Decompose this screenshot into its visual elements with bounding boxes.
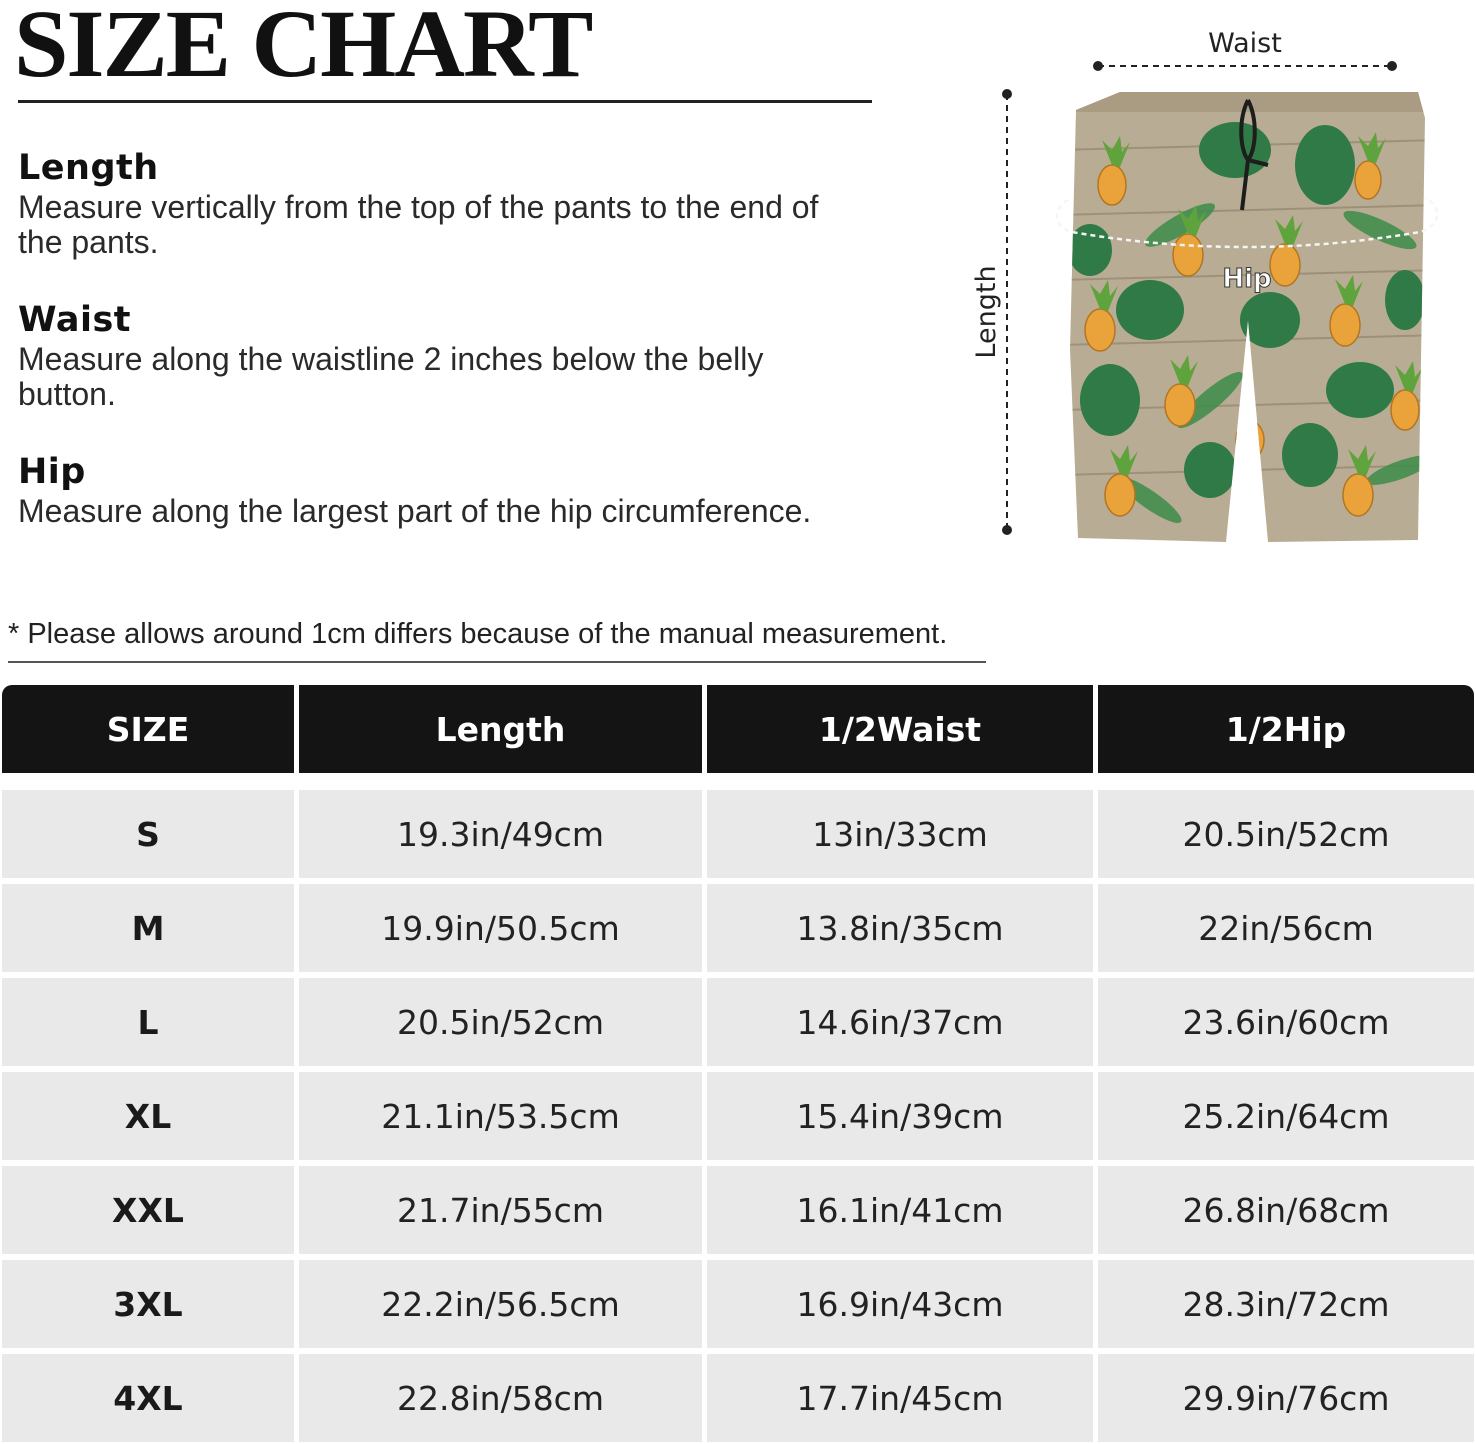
column-header-size: SIZE (2, 685, 294, 773)
table-row (2, 1354, 1474, 1442)
waist-measure-line (1093, 61, 1397, 71)
size-cell: S (2, 790, 294, 878)
definition-heading: Length (18, 148, 159, 188)
hip-cell: 22in/56cm (1098, 884, 1474, 972)
length-cell: 22.2in/56.5cm (299, 1260, 702, 1348)
table-row (2, 1072, 1474, 1160)
size-cell: 4XL (2, 1354, 294, 1442)
length-cell: 22.8in/58cm (299, 1354, 702, 1442)
length-cell: 19.9in/50.5cm (299, 884, 702, 972)
definition-hip (18, 452, 838, 529)
hip-cell: 26.8in/68cm (1098, 1166, 1474, 1254)
shorts-diagram (950, 0, 1470, 560)
length-label: Length (971, 265, 1002, 359)
column-header-half-hip: 1/2Hip (1098, 685, 1474, 773)
hip-cell: 28.3in/72cm (1098, 1260, 1474, 1348)
column-header-half-waist: 1/2Waist (707, 685, 1093, 773)
waist-cell: 13in/33cm (707, 790, 1093, 878)
table-row (2, 1166, 1474, 1254)
length-cell: 21.7in/55cm (299, 1166, 702, 1254)
table-row (2, 1260, 1474, 1348)
waist-cell: 17.7in/45cm (707, 1354, 1093, 1442)
page-title: SIZE CHART (14, 0, 592, 97)
title-divider (18, 100, 872, 103)
table-row (2, 790, 1474, 878)
definition-text: Measure along the waistline 2 inches below the belly button. (18, 341, 764, 412)
length-measure-line (1002, 89, 1012, 535)
table-header (2, 685, 1474, 773)
waist-cell: 16.1in/41cm (707, 1166, 1093, 1254)
note-divider (8, 661, 986, 663)
waist-cell: 15.4in/39cm (707, 1072, 1093, 1160)
size-table (2, 685, 1474, 1443)
waist-cell: 16.9in/43cm (707, 1260, 1093, 1348)
hip-label: Hip (1222, 264, 1272, 294)
shorts-image (1060, 85, 1440, 555)
column-header-length: Length (299, 685, 702, 773)
hip-cell: 23.6in/60cm (1098, 978, 1474, 1066)
length-cell: 19.3in/49cm (299, 790, 702, 878)
definition-heading: Waist (18, 300, 132, 340)
waist-label: Waist (1208, 28, 1282, 59)
hip-cell: 29.9in/76cm (1098, 1354, 1474, 1442)
size-cell: 3XL (2, 1260, 294, 1348)
size-cell: XXL (2, 1166, 294, 1254)
definition-length (18, 148, 838, 260)
definition-text: Measure along the largest part of the hip circumference. (18, 493, 812, 529)
waist-cell: 13.8in/35cm (707, 884, 1093, 972)
definition-heading: Hip (18, 452, 86, 492)
definition-waist (18, 300, 838, 412)
length-cell: 20.5in/52cm (299, 978, 702, 1066)
length-cell: 21.1in/53.5cm (299, 1072, 702, 1160)
size-cell: M (2, 884, 294, 972)
measurement-note: * Please allows around 1cm differs because of the manual measurement. (8, 618, 948, 650)
waist-cell: 14.6in/37cm (707, 978, 1093, 1066)
table-row (2, 978, 1474, 1066)
hip-cell: 25.2in/64cm (1098, 1072, 1474, 1160)
size-cell: L (2, 978, 294, 1066)
table-row (2, 884, 1474, 972)
definition-text: Measure vertically from the top of the pants to the end of the pants. (18, 189, 819, 260)
hip-cell: 20.5in/52cm (1098, 790, 1474, 878)
size-cell: XL (2, 1072, 294, 1160)
